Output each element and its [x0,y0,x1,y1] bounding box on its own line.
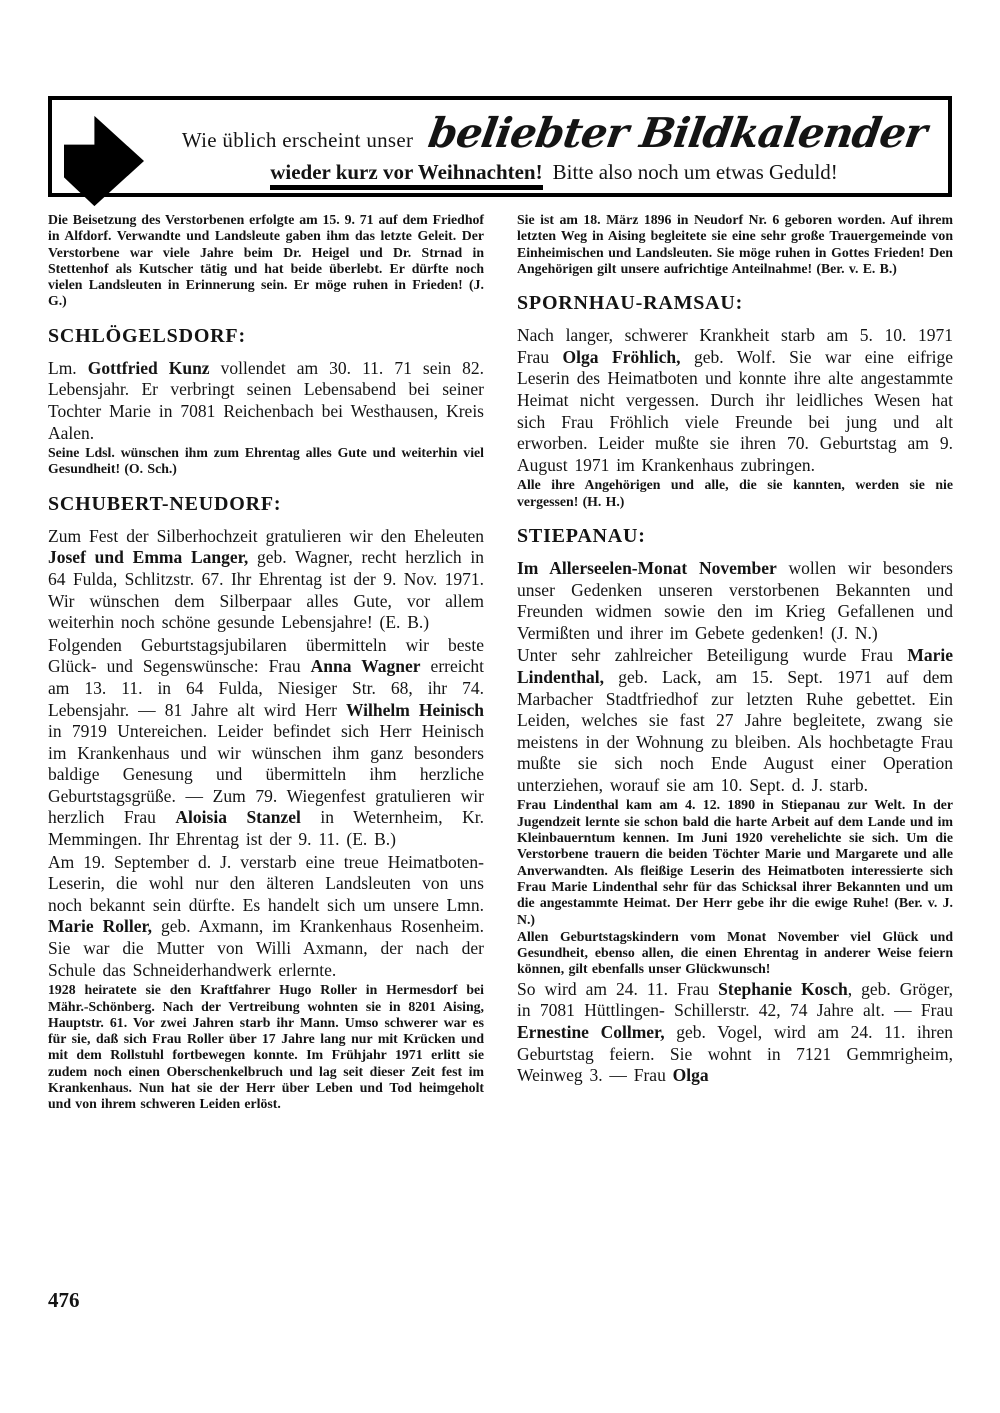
text-segment: Lm. [48,357,88,378]
allerseelen-notice [517,558,953,644]
text-segment: in Weternheim, Kr. Memmingen. Ihr Ehrentag ist der 9. 11. (E. B.) [48,807,484,850]
text-segment: geb. Wagner, recht herzlich in 64 Fulda, Schlitzstr. 67. Ihr Ehrentag ist der 9. Nov. 1971. Wir wünschen dem Silberpaar alles Gute, vor allem weiterhin noch schöne gesunde Lebensjahre! (E. B.) [48,547,484,633]
text-segment: erreicht am 13. 11. in 64 Fulda, Niesiger Str. 68, ihr 74. Lebensjahr. — 81 Jahre alt wird Herr [48,656,484,720]
biography-note-roller: 1928 heiratete sie den Kraftfahrer Hugo Roller in Hermesdorf bei Mähr.-Schönberg. Nach der Vertreibung wohnten sie in 8201 Aising, Hauptstr. 61. Vor zwei Jahren starb ihr Mann. Umso schwerer war es für sie, daß sich Frau Roller über 17 Jahre lang nur mit Krücken und mit dem Rollstuhl fortbewegen konnte. Im Frühjahr 1971 erlitt sie zudem noch einen Oberschenkelbruch und lag seit dieser Zeit fest im Krankenhaus. Nun hat sie der Herr über Leben und Tod heimgeholt und von ihrem schweren Leiden erlöst. [48,982,484,1112]
person-name: Gottfried Kunz [87,357,210,378]
birthday-notice-kunz [48,358,484,444]
text-segment: So wird am 24. 11. Frau [517,978,719,999]
left-column [48,212,484,1114]
condolence-note-froehlich: Alle ihre Angehörigen und alle, die sie kannten, werden sie nie vergessen! (H. H.) [517,477,953,509]
text-segment: , geb. Gröger, in 7081 Hüttlingen- Schillerstr. 42, 74 Jahre alt. — Frau [517,978,954,1021]
person-name: Olga Fröhlich, [562,346,681,367]
person-name: Stephanie Kosch [718,978,848,999]
text-segment: wollen wir besonders unser Gedenken unseren verstorbenen Bekannten und Freunden widmen sowie den im Krieg Gefallenen und Vermißten und ihrer im Gebete gedenken! (J. N.) [517,557,953,643]
obituary-notice-lindenthal [517,645,953,796]
emphasized-phrase: Im Allerseelen-Monat November [517,557,777,578]
banner-line-1 [181,108,930,157]
banner-script-title: beliebter Bildkalender [425,108,930,157]
person-name: Anna Wagner [310,656,421,677]
obituary-notice-froehlich [517,325,953,476]
silver-wedding-notice-langer [48,526,484,634]
obituary-notice-roller [48,852,484,982]
text-columns [48,212,952,1114]
banner-line-2 [270,160,838,185]
text-segment: geb. Wolf. Sie war eine eifrige Leserin des Heimatboten und konnte ihre alte angestammte Heimat nicht vergessen. Durch ihr leidliches Wesen hat sich Frau Fröhlich viele Freunde bei jung und alt erworben. Leider mußte sie ihren 70. Geburtstag am 9. August 1971 im Krankenhaus zubringen. [517,346,953,475]
obituary-note-alfdorf: Die Beisetzung des Verstorbenen erfolgte am 15. 9. 71 auf dem Friedhof in Alfdorf. Verwandte und Landsleute gaben ihm das letzte Geleit. Der Verstorbene war viele Jahre beim Dr. Heigel und Dr. Strnad in Stettenhof als Kutscher tätig und hat beide überlebt. Er dürfte noch vielen Landsleuten in Erinnerung sein. Er möge ruhen in Frieden! (J. G.) [48,212,484,309]
banner-prefix-text: Wie üblich erscheint unser [181,127,414,152]
banner-text [172,100,936,193]
page-number: 476 [48,1288,80,1312]
bildkalender-banner [48,96,952,197]
section-heading-stiepanau: STIEPANAU: [517,524,646,547]
obituary-note-aising: Sie ist am 18. März 1896 in Neudorf Nr. 6 geboren worden. Auf ihrem letzten Weg in Aising begleitete sie eine sehr große Trauergemeinde von Einheimischen und Landsleuten. Sie möge ruhen in Gottes Frieden! Den Angehörigen gilt unsere aufrichtige Anteilnahme! (Ber. v. E. B.) [517,212,953,276]
person-name: Ernestine Collmer, [517,1021,665,1042]
birthday-jubilee-notice [48,635,484,851]
person-name: Marie Roller, [48,916,153,937]
birthday-wishes-note-november: Allen Geburtstagskindern vom Monat November viel Glück und Gesundheit, ebenso allen, die einen Ehrentag in anderer Weise feiern können, gilt ebenfalls unser Glückwunsch! [517,928,953,977]
biography-note-lindenthal: Frau Lindenthal kam am 4. 12. 1890 in Stiepanau zur Welt. In der Jugendzeit lernte sie schon bald die harte Arbeit auf dem Lande und im Kleinbauerntum kennen. Im Juni 1920 verehelichte sie sich. Um die Verstorbene trauern die beiden Töchter Marie und Margarete und alle Anverwandten. Als fleißige Leserin des Heimatboten interessierte sich Frau Marie Lindenthal sehr für das Schicksal ihrer Bekannten und um die angestammte Heimat. Der Herr gebe ihr die ewige Ruhe! (Ber. v. J. N.) [517,797,953,927]
text-segment: geb. Vogel, wird am 24. 11. ihren Geburtstag feiern. Sie wohnt in 7121 Gemmrigheim, Weinweg 3. — Frau [517,1021,953,1086]
person-name: Wilhelm Heinisch [345,699,484,720]
section-heading-schubert-neudorf: SCHUBERT-NEUDORF: [48,492,282,515]
text-segment: Unter sehr zahlreicher Beteiligung wurde Frau [517,645,908,666]
person-name: Josef und Emma Langer, [48,547,249,568]
text-segment: geb. Axmann, im Krankenhaus Rosenheim. Sie war die Mutter von Willi Axmann, der nach der Schule das Schneiderhandwerk erlernte. [48,916,484,980]
banner-underlined-text: wieder kurz vor Weihnachten! [270,160,542,190]
banner-rest-text: Bitte also noch um etwas Geduld! [552,159,838,184]
text-segment: vollendet am 30. 11. 71 sein 82. Lebensjahr. Er verbringt seinen Lebensabend bei seiner Tochter Marie in 7081 Reichenbach bei Westhausen, Kreis Aalen. [48,357,484,443]
text-segment: Folgenden Geburtstagsjubilaren übermitteln wir beste Glück- und Segenswünsche: Frau [48,634,484,677]
right-column [517,212,953,1114]
text-segment: geb. Lack, am 15. Sept. 1971 auf dem Marbacher Stadtfriedhof zur letzten Ruhe gebettet. Ein Leiden, welches sie fast 27 Jahre begleitete, zwang sie meistens in der Wohnung zu bleiben. Als hochbetagte Frau mußte sie sich noch Ende August einer Operation unterziehen, worauf sie am 10. Sept. d. J. starb. [517,666,953,795]
arrow-right-icon [64,113,144,209]
text-segment: Am 19. September d. J. verstarb eine treue Heimatboten-Leserin, die wohl nur den älteren Landsleuten von uns noch bekannt sein dürfte. Es handelt sich um unsere Lmn. [48,851,484,915]
text-segment: in 7919 Untereichen. Leider befindet sich Herr Heinisch im Krankenhaus und wir wünschen ihm ganz besonders baldige Genesung und übermitteln ihm herzliche Geburtstagsgrüße. — Zum 79. Wiegenfest gratulieren wir herzlich Frau [48,721,484,828]
greeting-note-kunz: Seine Ldsl. wünschen ihm zum Ehrentag alles Gute und weiterhin viel Gesundheit! (O. Sch.) [48,445,484,477]
person-name: Olga [672,1065,709,1086]
section-heading-spornhau-ramsau: SPORNHAU-RAMSAU: [517,292,744,315]
text-segment: Nach langer, schwerer Krankheit starb am 5. 10. 1971 Frau [517,325,953,367]
text-segment: Zum Fest der Silberhochzeit gratulieren wir den Eheleuten [48,525,484,546]
person-name: Aloisia Stanzel [175,807,301,828]
birthday-notice-kosch-collmer [517,979,953,1087]
person-name: Marie Lindenthal, [517,645,953,687]
section-heading-schloegelsdorf: SCHLÖGELSDORF: [48,324,246,347]
